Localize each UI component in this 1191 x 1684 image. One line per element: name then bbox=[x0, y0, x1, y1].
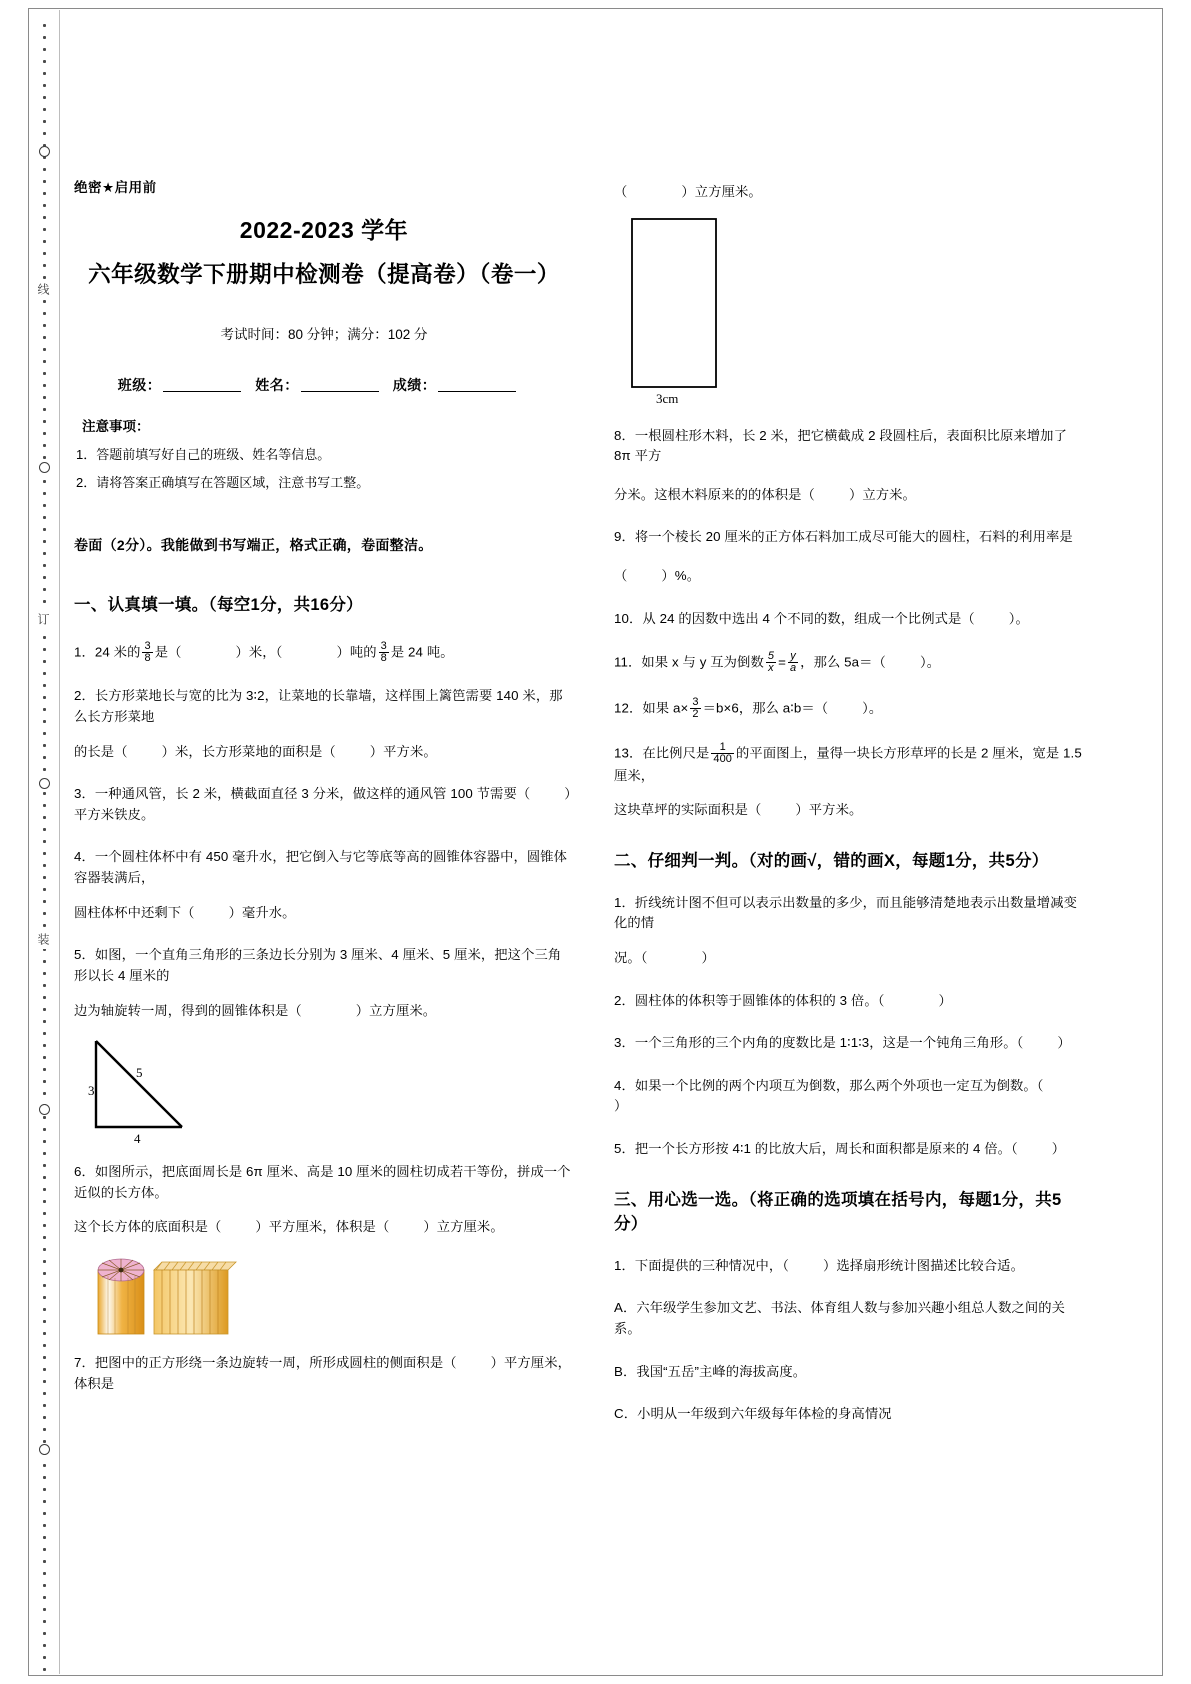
s2q3-text-a: 3．一个三角形的三个内角的度数比是 1∶1∶3，这是一个钝角三角形。（ bbox=[614, 1035, 1024, 1051]
q13-text-b: 的平面图上，量得一块长方形草坪的长是 2 厘米，宽是 1.5 厘米， bbox=[614, 745, 1082, 783]
s3q1-text-a: 1．下面提供的三种情况中，（ bbox=[614, 1257, 790, 1273]
section2-item-2 bbox=[614, 991, 1084, 1012]
paper-content bbox=[62, 10, 1163, 1674]
s2q1-text-b: ） bbox=[701, 950, 715, 966]
q11-fraction-2: $\frac{y}{a}$ bbox=[789, 650, 797, 675]
cylinder-dissection-figure bbox=[88, 1246, 574, 1343]
question-6-line1: 6．如图所示，把底面周长是 6π 厘米、高是 10 厘米的圆柱切成若干等份，拼成一个近似的长方体。 bbox=[74, 1164, 571, 1200]
question-11 bbox=[614, 651, 1084, 674]
question-2-line1: 2．长方形菜地长与宽的比为 3∶2，让菜地的长靠墙，这样围上篱笆需要 140 米，那么长方形菜地 bbox=[74, 688, 563, 725]
section-3-heading: 三、用心选一选。（将正确的选项填在括号内，每题1分，共5分） bbox=[614, 1190, 1062, 1233]
q7-text-b: ）平方厘米，体积是 bbox=[74, 1354, 571, 1391]
section3-option-c[interactable]: C．小明从一年级到六年级每年体检的身高情况 bbox=[614, 1406, 892, 1422]
question-9-line2 bbox=[614, 566, 1084, 587]
q7-text-a: 7．把图中的正方形绕一条边旋转一周，所形成圆柱的侧面积是（ bbox=[74, 1354, 457, 1370]
right-triangle-figure bbox=[88, 1035, 574, 1148]
q11-text-a: 11．如果 x 与 y 互为倒数 bbox=[614, 654, 764, 670]
handwriting-score-note: 卷面（2分）。我能做到书写端正，格式正确，卷面整洁。 bbox=[74, 537, 433, 553]
section2-item-1-line1: 1．折线统计图不但可以表示出数量的多少，而且能够清楚地表示出数量增减变化的情 bbox=[614, 894, 1077, 931]
q3-text-b: ）平方米铁皮。 bbox=[74, 786, 571, 822]
question-4-line1: 4．一个圆柱体杯中有 450 毫升水，把它倒入与它等底等高的圆锥体容器中，圆锥体容器装满后， bbox=[74, 849, 568, 886]
q13-fraction: $\frac{1}{400}$ bbox=[713, 741, 733, 766]
notice-title: 注意事项： bbox=[82, 419, 150, 434]
q5-text-b: ）立方厘米。 bbox=[355, 1002, 437, 1018]
right-column bbox=[614, 10, 1084, 1425]
seal-ring-icon-1 bbox=[39, 146, 50, 157]
q12-text-c: ）。 bbox=[862, 699, 883, 715]
section3-option-b[interactable]: B．我国“五岳”主峰的海拔高度。 bbox=[614, 1363, 807, 1379]
s2q5-text-b: ） bbox=[1051, 1141, 1066, 1157]
section-1-heading: 一、认真填一填。（每空1分，共16分） bbox=[74, 596, 363, 614]
question-3 bbox=[74, 784, 574, 825]
question-8-line1: 8．一根圆柱形木料，长 2 米，把它横截成 2 段圆柱后，表面积比原来增加了 8π 平方 bbox=[614, 427, 1067, 464]
student-fields bbox=[74, 375, 574, 395]
q4-text-a: 圆柱体杯中还剩下（ bbox=[74, 904, 195, 920]
q3-text-a: 3．一种通风管，长 2 米，横截面直径 3 分米，做这样的通风管 100 节需要（ bbox=[74, 786, 531, 802]
s2q2-text-b: ） bbox=[938, 992, 952, 1008]
seal-ring-icon-5 bbox=[39, 1444, 50, 1455]
q1-text-c: ）米，（ bbox=[235, 644, 283, 660]
q8-text-b: ）立方米。 bbox=[848, 486, 916, 502]
q2-text-b: ）米，长方形菜地的面积是（ bbox=[161, 743, 336, 759]
q1-text-d: ）吨的 bbox=[336, 644, 377, 660]
s2q1-text-a: 况。（ bbox=[614, 950, 648, 966]
question-1 bbox=[74, 641, 574, 664]
q11-text-b: ，那么 5a＝（ bbox=[800, 654, 886, 670]
q7-cont-text-b: ）立方厘米。 bbox=[681, 184, 762, 199]
q6-text-c: ）立方厘米。 bbox=[423, 1219, 504, 1235]
q2-text-a: 的长是（ bbox=[74, 743, 128, 759]
question-5-line1: 5．如图，一个直角三角形的三条边长分别为 3 厘米、4 厘米、5 厘米，把这个三角形以长 4 厘米的 bbox=[74, 947, 562, 983]
seal-label-ding: 订 bbox=[35, 610, 52, 629]
section3-question-1 bbox=[614, 1256, 1084, 1277]
section-2-heading: 二、仔细判一判。（对的画√，错的画X，每题1分，共5分） bbox=[614, 851, 1049, 870]
s2q4-text-a: 4．如果一个比例的两个内项互为倒数，那么两个外项也一定互为倒数。（ bbox=[614, 1077, 1044, 1093]
field-input-name[interactable] bbox=[301, 378, 379, 392]
q7-cont-text-a: （ bbox=[614, 184, 628, 199]
q5-text-a: 边为轴旋转一周，得到的圆锥体积是（ bbox=[74, 1002, 302, 1018]
q10-text-a: 10．从 24 的因数中选出 4 个不同的数，组成一个比例式是（ bbox=[614, 610, 975, 626]
q1-text-e: 是 24 吨。 bbox=[390, 644, 454, 660]
notice-item-1: 1．答题前填写好自己的班级、姓名等信息。 bbox=[76, 447, 331, 462]
seal-line-strip bbox=[30, 10, 60, 1674]
s2q5-text-a: 5．把一个长方形按 4∶1 的比放大后，周长和面积都是原来的 4 倍。（ bbox=[614, 1141, 1018, 1157]
field-label-name: 姓名： bbox=[255, 377, 299, 393]
left-column bbox=[74, 10, 574, 1394]
section2-item-4 bbox=[614, 1076, 1084, 1117]
s2q3-text-b: ） bbox=[1057, 1035, 1071, 1051]
seal-label-zhuang: 装 bbox=[35, 930, 52, 949]
section2-item-5 bbox=[614, 1139, 1084, 1160]
field-label-score: 成绩： bbox=[392, 377, 437, 393]
square-figure bbox=[624, 213, 1084, 408]
q1-text-a: 1．24 米的 bbox=[74, 644, 141, 660]
question-5-line2 bbox=[74, 1001, 574, 1022]
question-7-continued bbox=[614, 182, 1084, 203]
seal-ring-icon-2 bbox=[39, 462, 50, 473]
q6-text-b: ）平方厘米，体积是（ bbox=[255, 1219, 390, 1235]
svg-text:5: 5 bbox=[136, 1065, 143, 1081]
q12-text-b: ＝b×6，那么 a∶b＝（ bbox=[702, 699, 829, 715]
seal-ring-icon-3 bbox=[39, 778, 50, 789]
section2-item-1-line2 bbox=[614, 948, 1084, 969]
field-label-class: 班级： bbox=[117, 377, 162, 393]
q1-text-b: 是（ bbox=[154, 644, 182, 660]
s2q2-text-a: 2．圆柱体的体积等于圆锥体的体积的 3 倍。（ bbox=[614, 992, 885, 1008]
q6-text-a: 这个长方体的底面积是（ bbox=[74, 1219, 222, 1235]
q11-equals: = bbox=[778, 654, 786, 670]
field-input-score[interactable] bbox=[438, 378, 516, 392]
q1-fraction-1: $\frac{3}{8}$ bbox=[144, 640, 151, 665]
s3q1-text-b: ）选择扇形统计图描述比较合适。 bbox=[823, 1257, 1024, 1273]
section2-item-3 bbox=[614, 1033, 1084, 1054]
notice-item-2: 2．请将答案正确填写在答题区域，注意书写工整。 bbox=[76, 475, 370, 490]
seal-label-line: 线 bbox=[35, 280, 52, 299]
question-12 bbox=[614, 697, 1084, 720]
question-13-line1 bbox=[614, 742, 1084, 786]
q1-fraction-2: $\frac{3}{8}$ bbox=[380, 640, 387, 665]
q9-text-b: ）%。 bbox=[661, 568, 701, 584]
q12-fraction: $\frac{3}{2}$ bbox=[692, 695, 699, 720]
s2q4-text-b: ） bbox=[614, 1098, 628, 1114]
question-8-line2 bbox=[614, 485, 1084, 506]
question-2-line2 bbox=[74, 742, 574, 763]
question-10 bbox=[614, 609, 1084, 630]
rect-dimension-label: 3cm bbox=[656, 390, 679, 403]
exam-info: 考试时间：80 分钟；满分：102 分 bbox=[220, 327, 428, 342]
q4-text-b: ）毫升水。 bbox=[228, 904, 296, 920]
question-9-line1: 9．将一个棱长 20 厘米的正方体石料加工成尽可能大的圆柱，石料的利用率是 bbox=[614, 529, 1073, 545]
q13-text-a: 13．在比例尺是 bbox=[614, 745, 710, 761]
q12-text-a: 12．如果 a× bbox=[614, 699, 689, 715]
question-7 bbox=[74, 1353, 574, 1394]
secret-notice: 绝密★启用前 bbox=[74, 180, 157, 195]
q10-text-b: ）。 bbox=[1008, 610, 1029, 626]
q9-text-a: （ bbox=[614, 568, 628, 584]
q11-fraction-1: $\frac{5}{x}$ bbox=[767, 650, 775, 675]
question-6-line2 bbox=[74, 1217, 574, 1238]
seal-ring-icon-4 bbox=[39, 1104, 50, 1115]
field-input-class[interactable] bbox=[163, 378, 241, 392]
q13-text-c: 这块草坪的实际面积是（ bbox=[614, 802, 762, 818]
section3-option-a[interactable]: A．六年级学生参加文艺、书法、体育组人数与参加兴趣小组总人数之间的关系。 bbox=[614, 1300, 1066, 1336]
q2-text-c: ）平方米。 bbox=[369, 743, 437, 759]
question-4-line2 bbox=[74, 903, 574, 924]
exam-title-main: 六年级数学下册期中检测卷（提高卷）（卷一） bbox=[88, 262, 560, 287]
seal-dotted-line bbox=[43, 24, 47, 1664]
exam-title-year: 2022-2023 学年 bbox=[239, 217, 409, 243]
q11-text-c: ）。 bbox=[919, 654, 941, 670]
q13-text-d: ）平方米。 bbox=[795, 802, 863, 818]
question-13-line2 bbox=[614, 800, 1084, 821]
svg-text:3: 3 bbox=[88, 1083, 95, 1099]
svg-text:4: 4 bbox=[134, 1131, 141, 1144]
q8-text-a: 分米。这根木料原来的的体积是（ bbox=[614, 486, 815, 502]
